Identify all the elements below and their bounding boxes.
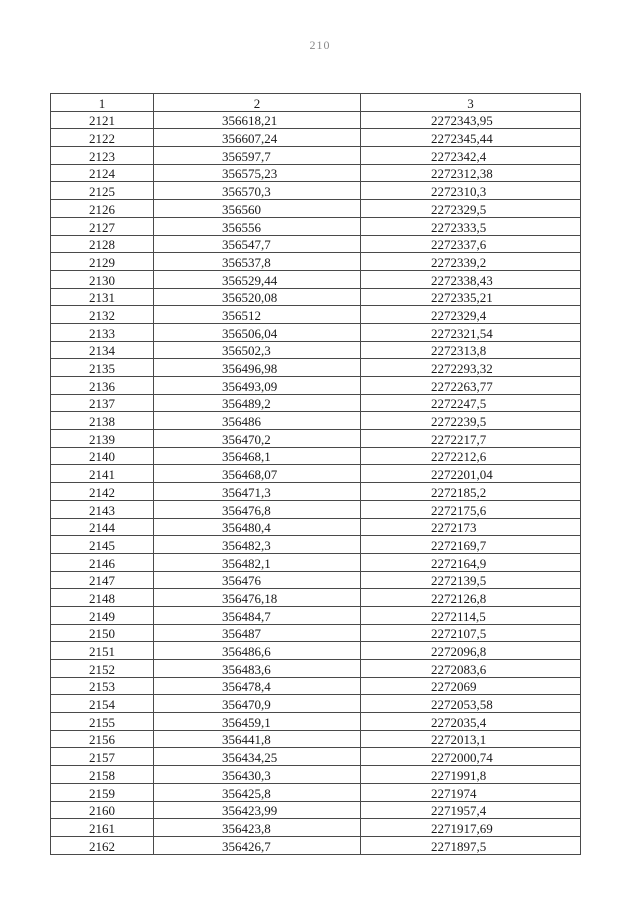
cell-point-number: 2131 (51, 288, 154, 306)
cell-x-coordinate: 356434,25 (154, 748, 361, 766)
cell-point-number: 2146 (51, 553, 154, 571)
cell-y-coordinate: 2272345,44 (361, 129, 581, 147)
table-row (51, 217, 581, 235)
cell-y-coordinate: 2272321,54 (361, 323, 581, 341)
table-row (51, 571, 581, 589)
cell-x-coordinate: 356489,2 (154, 394, 361, 412)
cell-y-coordinate: 2272310,3 (361, 182, 581, 200)
table-row (51, 182, 581, 200)
table-row (51, 766, 581, 784)
table-row (51, 430, 581, 448)
cell-x-coordinate: 356476 (154, 571, 361, 589)
table-row (51, 270, 581, 288)
table-row (51, 836, 581, 854)
cell-x-coordinate: 356471,3 (154, 483, 361, 501)
cell-point-number: 2156 (51, 730, 154, 748)
table-row (51, 624, 581, 642)
cell-y-coordinate: 2272114,5 (361, 606, 581, 624)
cell-x-coordinate: 356470,2 (154, 430, 361, 448)
cell-x-coordinate: 356441,8 (154, 730, 361, 748)
cell-y-coordinate: 2272337,6 (361, 235, 581, 253)
cell-y-coordinate: 2272175,6 (361, 500, 581, 518)
cell-point-number: 2133 (51, 323, 154, 341)
cell-y-coordinate: 2272342,4 (361, 147, 581, 165)
cell-y-coordinate: 2272173 (361, 518, 581, 536)
cell-point-number: 2160 (51, 801, 154, 819)
cell-point-number: 2143 (51, 500, 154, 518)
cell-y-coordinate: 2272333,5 (361, 217, 581, 235)
table-row (51, 536, 581, 554)
cell-x-coordinate: 356480,4 (154, 518, 361, 536)
table-row (51, 695, 581, 713)
cell-y-coordinate: 2272247,5 (361, 394, 581, 412)
cell-point-number: 2161 (51, 819, 154, 837)
cell-y-coordinate: 2272263,77 (361, 377, 581, 395)
cell-point-number: 2158 (51, 766, 154, 784)
table-row (51, 642, 581, 660)
cell-y-coordinate: 2272239,5 (361, 412, 581, 430)
cell-x-coordinate: 356470,9 (154, 695, 361, 713)
header-y-coordinate: 3 (361, 94, 581, 112)
cell-x-coordinate: 356482,3 (154, 536, 361, 554)
page-number: 210 (309, 38, 331, 52)
table-row (51, 713, 581, 731)
table-row (51, 253, 581, 271)
cell-point-number: 2144 (51, 518, 154, 536)
cell-point-number: 2153 (51, 677, 154, 695)
cell-point-number: 2149 (51, 606, 154, 624)
cell-point-number: 2121 (51, 111, 154, 129)
cell-x-coordinate: 356597,7 (154, 147, 361, 165)
cell-point-number: 2148 (51, 589, 154, 607)
cell-x-coordinate: 356529,44 (154, 270, 361, 288)
cell-x-coordinate: 356537,8 (154, 253, 361, 271)
cell-point-number: 2152 (51, 660, 154, 678)
cell-point-number: 2138 (51, 412, 154, 430)
cell-x-coordinate: 356484,7 (154, 606, 361, 624)
cell-x-coordinate: 356430,3 (154, 766, 361, 784)
cell-x-coordinate: 356459,1 (154, 713, 361, 731)
cell-point-number: 2147 (51, 571, 154, 589)
cell-y-coordinate: 2272126,8 (361, 589, 581, 607)
cell-x-coordinate: 356483,6 (154, 660, 361, 678)
cell-x-coordinate: 356547,7 (154, 235, 361, 253)
cell-y-coordinate: 2272335,21 (361, 288, 581, 306)
cell-y-coordinate: 2272338,43 (361, 270, 581, 288)
cell-x-coordinate: 356486,6 (154, 642, 361, 660)
table-row (51, 801, 581, 819)
table-row (51, 323, 581, 341)
cell-x-coordinate: 356482,1 (154, 553, 361, 571)
table-row (51, 660, 581, 678)
cell-y-coordinate: 2272313,8 (361, 341, 581, 359)
cell-x-coordinate: 356560 (154, 200, 361, 218)
table-row (51, 147, 581, 165)
cell-point-number: 2150 (51, 624, 154, 642)
table-row (51, 129, 581, 147)
table-row (51, 677, 581, 695)
cell-x-coordinate: 356607,24 (154, 129, 361, 147)
table-body (51, 111, 581, 854)
cell-x-coordinate: 356502,3 (154, 341, 361, 359)
cell-point-number: 2139 (51, 430, 154, 448)
cell-y-coordinate: 2271991,8 (361, 766, 581, 784)
cell-y-coordinate: 2272053,58 (361, 695, 581, 713)
cell-x-coordinate: 356476,8 (154, 500, 361, 518)
cell-x-coordinate: 356556 (154, 217, 361, 235)
cell-point-number: 2137 (51, 394, 154, 412)
cell-x-coordinate: 356493,09 (154, 377, 361, 395)
table-row (51, 606, 581, 624)
table-row (51, 235, 581, 253)
header-point-number: 1 (51, 94, 154, 112)
table-row (51, 748, 581, 766)
cell-point-number: 2128 (51, 235, 154, 253)
cell-point-number: 2159 (51, 783, 154, 801)
cell-point-number: 2136 (51, 377, 154, 395)
header-row (51, 94, 581, 112)
cell-y-coordinate: 2272139,5 (361, 571, 581, 589)
cell-x-coordinate: 356486 (154, 412, 361, 430)
cell-x-coordinate: 356476,18 (154, 589, 361, 607)
cell-x-coordinate: 356506,04 (154, 323, 361, 341)
cell-x-coordinate: 356425,8 (154, 783, 361, 801)
cell-y-coordinate: 2272329,4 (361, 306, 581, 324)
table-row (51, 359, 581, 377)
cell-x-coordinate: 356512 (154, 306, 361, 324)
cell-y-coordinate: 2272329,5 (361, 200, 581, 218)
table-row (51, 412, 581, 430)
cell-x-coordinate: 356423,8 (154, 819, 361, 837)
table-row (51, 288, 581, 306)
cell-y-coordinate: 2272107,5 (361, 624, 581, 642)
cell-point-number: 2151 (51, 642, 154, 660)
cell-x-coordinate: 356575,23 (154, 164, 361, 182)
table-row (51, 306, 581, 324)
cell-point-number: 2157 (51, 748, 154, 766)
table-row (51, 377, 581, 395)
cell-y-coordinate: 2272069 (361, 677, 581, 695)
cell-x-coordinate: 356570,3 (154, 182, 361, 200)
cell-y-coordinate: 2272185,2 (361, 483, 581, 501)
cell-y-coordinate: 2271957,4 (361, 801, 581, 819)
cell-point-number: 2145 (51, 536, 154, 554)
cell-point-number: 2141 (51, 465, 154, 483)
cell-point-number: 2135 (51, 359, 154, 377)
cell-point-number: 2127 (51, 217, 154, 235)
cell-y-coordinate: 2271897,5 (361, 836, 581, 854)
cell-point-number: 2126 (51, 200, 154, 218)
coordinates-table (50, 93, 581, 855)
table-header (51, 94, 581, 112)
header-x-coordinate: 2 (154, 94, 361, 112)
cell-y-coordinate: 2272293,32 (361, 359, 581, 377)
cell-x-coordinate: 356426,7 (154, 836, 361, 854)
table-row (51, 483, 581, 501)
cell-point-number: 2125 (51, 182, 154, 200)
cell-x-coordinate: 356520,08 (154, 288, 361, 306)
cell-point-number: 2122 (51, 129, 154, 147)
cell-point-number: 2130 (51, 270, 154, 288)
cell-point-number: 2155 (51, 713, 154, 731)
table-row (51, 819, 581, 837)
table-row (51, 553, 581, 571)
cell-y-coordinate: 2272312,38 (361, 164, 581, 182)
cell-x-coordinate: 356468,07 (154, 465, 361, 483)
table-row (51, 164, 581, 182)
table-row (51, 341, 581, 359)
table-row (51, 589, 581, 607)
cell-x-coordinate: 356478,4 (154, 677, 361, 695)
cell-y-coordinate: 2272339,2 (361, 253, 581, 271)
cell-y-coordinate: 2272212,6 (361, 447, 581, 465)
cell-x-coordinate: 356618,21 (154, 111, 361, 129)
cell-y-coordinate: 2272201,04 (361, 465, 581, 483)
cell-y-coordinate: 2272096,8 (361, 642, 581, 660)
table-row (51, 730, 581, 748)
cell-y-coordinate: 2272217,7 (361, 430, 581, 448)
cell-y-coordinate: 2272035,4 (361, 713, 581, 731)
cell-point-number: 2132 (51, 306, 154, 324)
cell-y-coordinate: 2272343,95 (361, 111, 581, 129)
cell-y-coordinate: 2272000,74 (361, 748, 581, 766)
table-row (51, 518, 581, 536)
cell-y-coordinate: 2271917,69 (361, 819, 581, 837)
table-row (51, 111, 581, 129)
table-row (51, 500, 581, 518)
cell-y-coordinate: 2271974 (361, 783, 581, 801)
cell-y-coordinate: 2272169,7 (361, 536, 581, 554)
table-row (51, 200, 581, 218)
cell-point-number: 2142 (51, 483, 154, 501)
table-row (51, 465, 581, 483)
cell-point-number: 2123 (51, 147, 154, 165)
cell-y-coordinate: 2272083,6 (361, 660, 581, 678)
cell-x-coordinate: 356468,1 (154, 447, 361, 465)
cell-point-number: 2124 (51, 164, 154, 182)
table-row (51, 783, 581, 801)
table-row (51, 394, 581, 412)
cell-point-number: 2134 (51, 341, 154, 359)
cell-point-number: 2140 (51, 447, 154, 465)
table-row (51, 447, 581, 465)
cell-x-coordinate: 356496,98 (154, 359, 361, 377)
cell-y-coordinate: 2272013,1 (361, 730, 581, 748)
cell-x-coordinate: 356423,99 (154, 801, 361, 819)
cell-point-number: 2162 (51, 836, 154, 854)
cell-x-coordinate: 356487 (154, 624, 361, 642)
cell-y-coordinate: 2272164,9 (361, 553, 581, 571)
cell-point-number: 2154 (51, 695, 154, 713)
cell-point-number: 2129 (51, 253, 154, 271)
